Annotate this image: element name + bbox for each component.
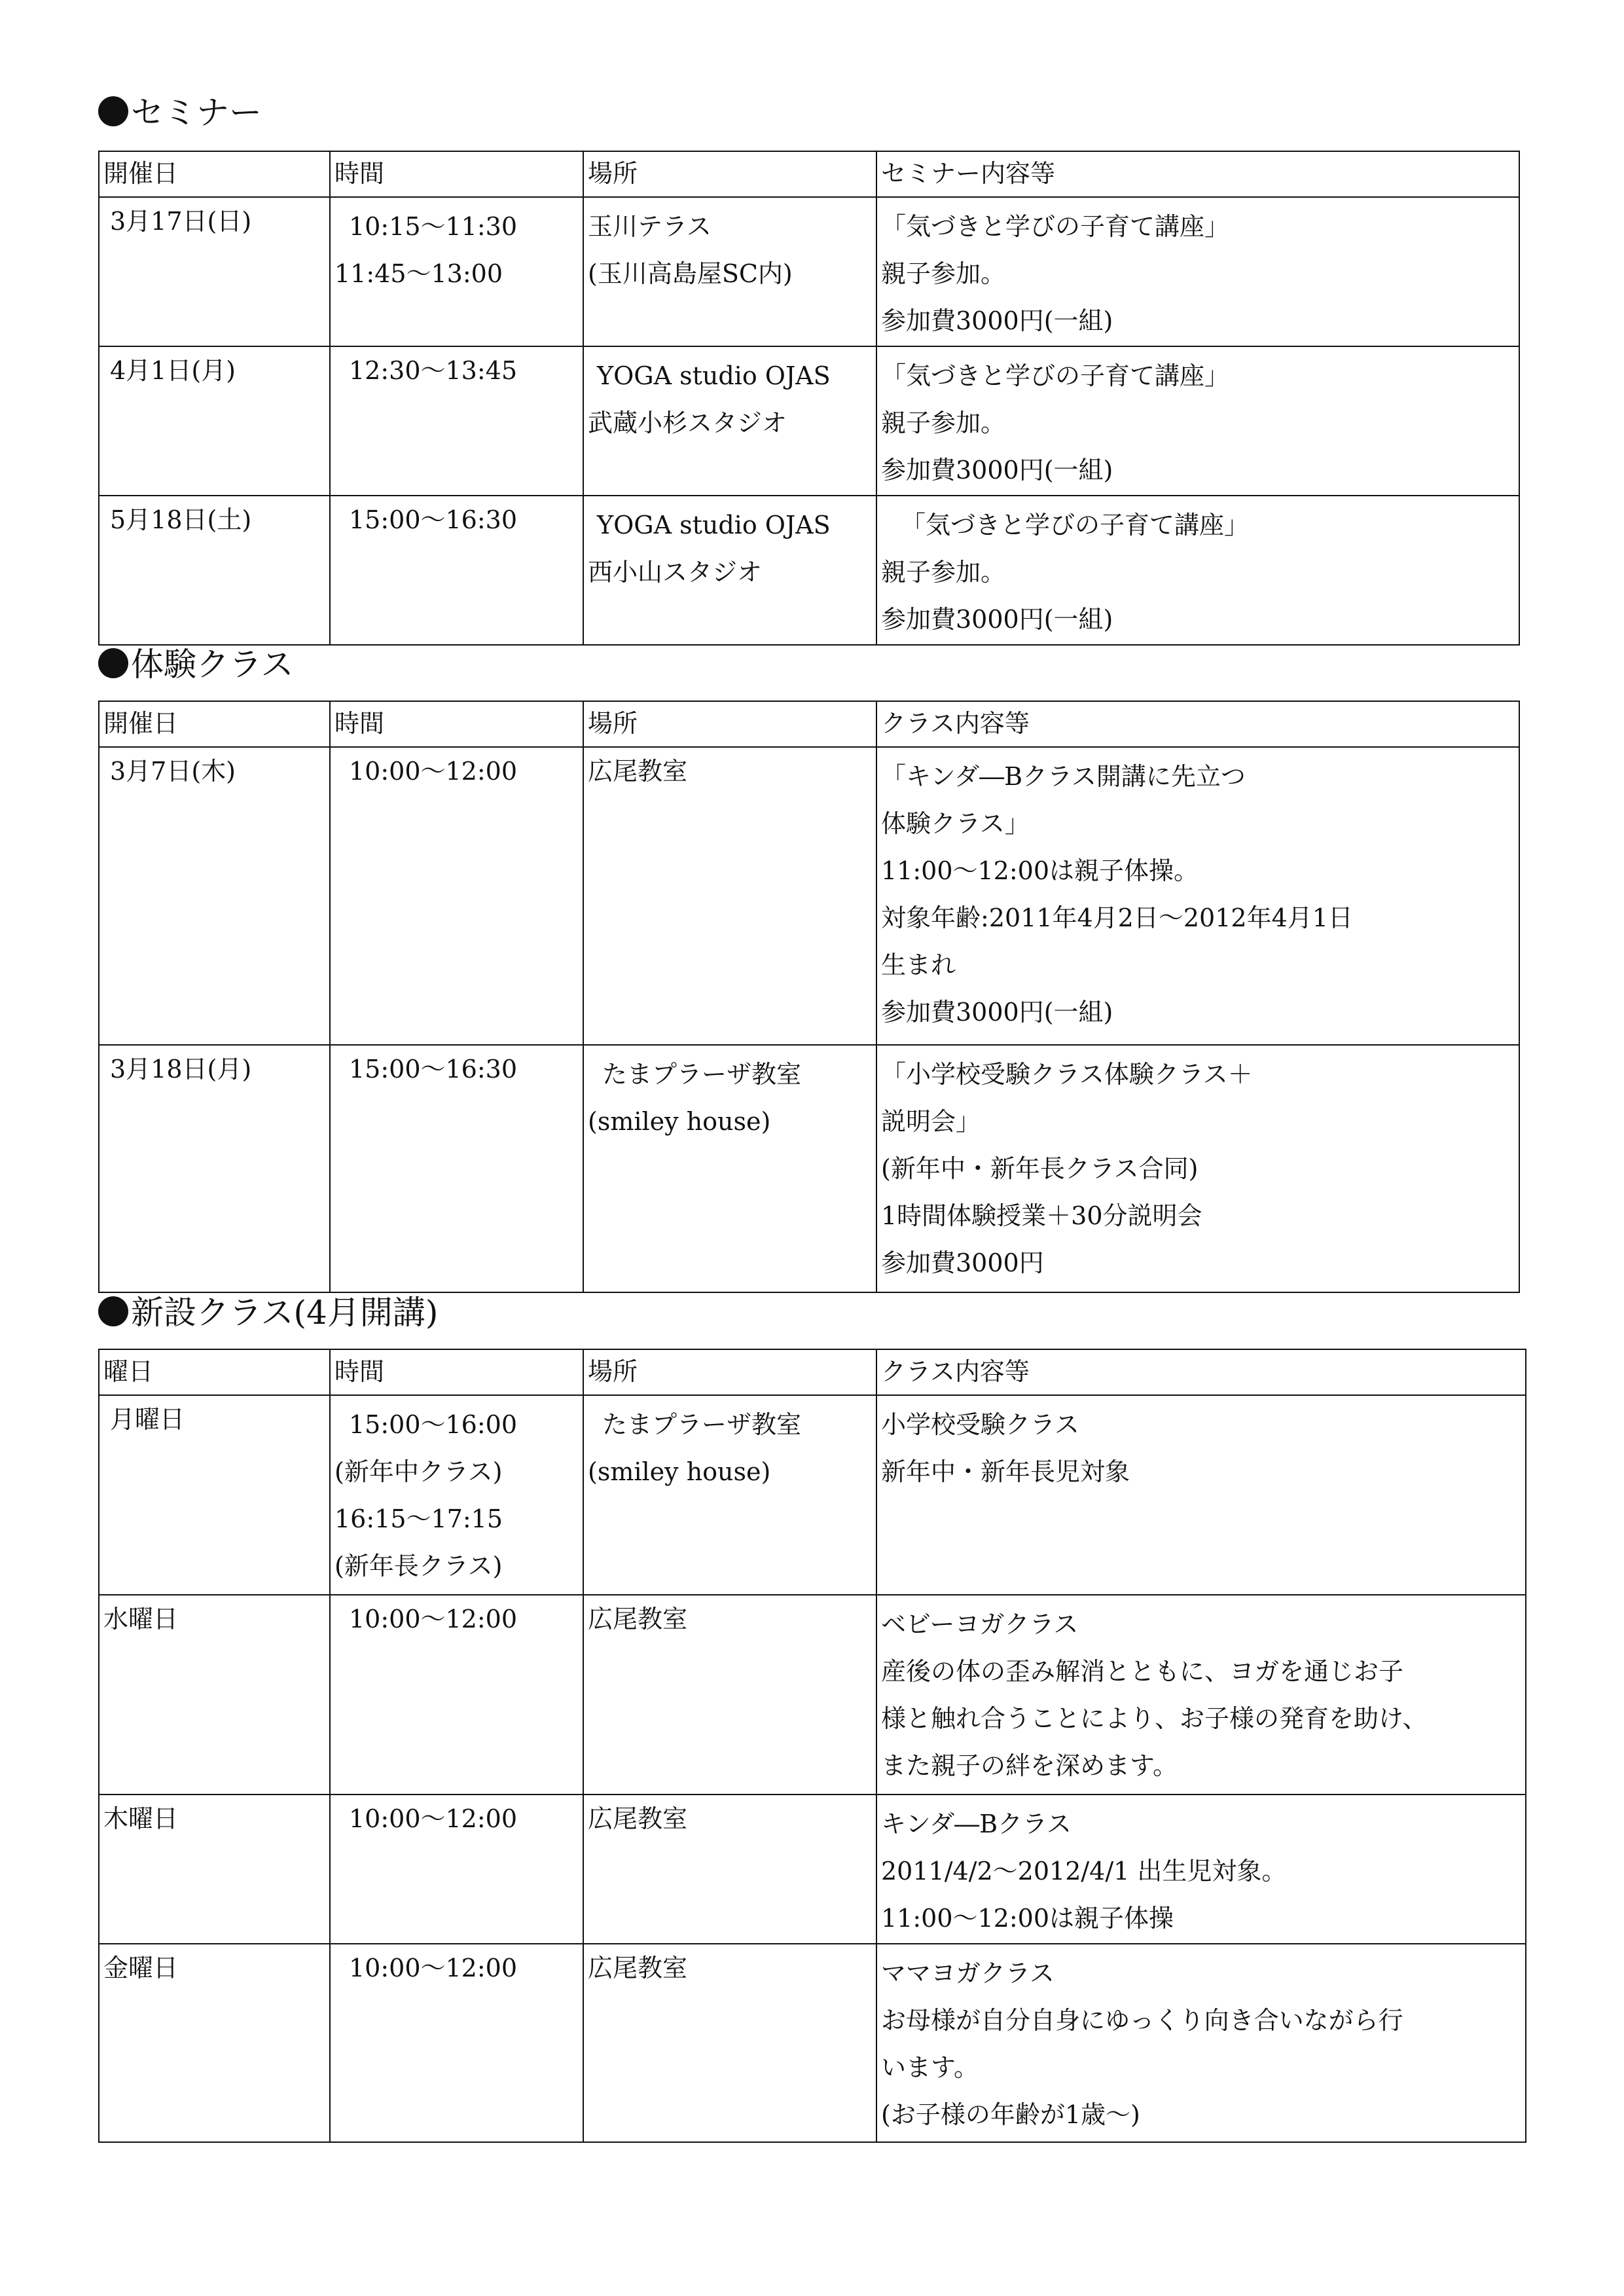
time-text: 10:00〜12:00 bbox=[349, 1804, 518, 1833]
time-text: 15:00〜16:30 bbox=[349, 1055, 518, 1084]
cell-day bbox=[99, 1595, 330, 1795]
day-text: 金曜日 bbox=[103, 1954, 179, 1982]
column-header-place: 場所 bbox=[583, 1349, 876, 1395]
place-text: 広尾教室 bbox=[588, 1605, 688, 1633]
content-text: (新年中・新年長クラス合同) bbox=[881, 1154, 1199, 1183]
cell-time bbox=[330, 1595, 583, 1795]
column-header-time: 時間 bbox=[330, 151, 583, 197]
cell-content bbox=[876, 1944, 1526, 2142]
table-row bbox=[99, 346, 1519, 496]
cell-time bbox=[330, 197, 583, 346]
time-text: 10:00〜12:00 bbox=[349, 1954, 518, 1982]
time-text: 15:00〜16:00 bbox=[349, 1410, 518, 1439]
content-text: 親子参加。 bbox=[881, 409, 1006, 437]
seminar-table bbox=[98, 151, 1520, 646]
cell-content bbox=[876, 346, 1519, 496]
content-text: お母様が自分自身にゆっくり向き合いながら行 bbox=[881, 2006, 1403, 2035]
content-text: 説明会」 bbox=[881, 1107, 981, 1136]
newclass-heading bbox=[98, 1293, 438, 1332]
table-row bbox=[99, 496, 1519, 645]
place-text: (smiley house) bbox=[588, 1107, 771, 1136]
table-header-row bbox=[99, 701, 1519, 747]
content-text: 「小学校受験クラス体験クラス＋ bbox=[881, 1060, 1253, 1089]
column-header-day: 曜日 bbox=[99, 1349, 330, 1395]
column-header-content: クラス内容等 bbox=[876, 701, 1519, 747]
cell-content bbox=[876, 1795, 1526, 1944]
column-header-content: クラス内容等 bbox=[876, 1349, 1526, 1395]
table-row bbox=[99, 1395, 1526, 1595]
content-text: 産後の体の歪み解消とともに、ヨガを通じお子 bbox=[881, 1657, 1404, 1686]
content-text: 「気づきと学びの子育て講座」 bbox=[901, 511, 1250, 539]
cell-time bbox=[330, 496, 583, 645]
place-text: 広尾教室 bbox=[588, 1954, 688, 1982]
column-header-place: 場所 bbox=[583, 701, 876, 747]
cell-date bbox=[99, 747, 330, 1045]
content-text: 参加費3000円(一組) bbox=[881, 456, 1113, 484]
content-text: 様と触れ合うことにより、お子様の発育を助け、 bbox=[881, 1704, 1428, 1733]
trial-table bbox=[98, 701, 1520, 1293]
cell-place bbox=[583, 496, 876, 645]
date-text: 3月17日(日) bbox=[110, 207, 252, 236]
place-text: 西小山スタジオ bbox=[588, 558, 763, 587]
cell-content bbox=[876, 747, 1519, 1045]
time-text: 10:15〜11:30 bbox=[349, 212, 518, 241]
place-text: 武蔵小杉スタジオ bbox=[588, 409, 787, 437]
column-header-date: 開催日 bbox=[99, 151, 330, 197]
newclass-table bbox=[98, 1349, 1526, 2143]
place-text: YOGA studio OJAS bbox=[597, 511, 831, 539]
content-text: 参加費3000円(一組) bbox=[881, 605, 1113, 634]
day-text: 水曜日 bbox=[103, 1605, 179, 1633]
newclass-heading-text: 新設クラス(4月開講) bbox=[131, 1294, 439, 1332]
time-text: 10:00〜12:00 bbox=[349, 757, 518, 786]
place-text: 広尾教室 bbox=[588, 757, 688, 786]
cell-content bbox=[876, 1595, 1526, 1795]
place-text: (玉川高島屋SC内) bbox=[588, 259, 793, 288]
cell-date bbox=[99, 496, 330, 645]
date-text: 3月18日(月) bbox=[110, 1055, 252, 1084]
trial-heading-text: 体験クラス bbox=[131, 646, 294, 683]
cell-content bbox=[876, 197, 1519, 346]
content-text: 参加費3000円(一組) bbox=[881, 998, 1113, 1027]
cell-place bbox=[583, 1595, 876, 1795]
cell-place bbox=[583, 1395, 876, 1595]
column-header-time: 時間 bbox=[330, 1349, 583, 1395]
time-text: (新年中クラス) bbox=[334, 1457, 503, 1486]
content-text: 参加費3000円(一組) bbox=[881, 306, 1113, 335]
cell-content bbox=[876, 496, 1519, 645]
table-row bbox=[99, 1595, 1526, 1795]
time-text: 15:00〜16:30 bbox=[349, 505, 518, 534]
column-header-content: セミナー内容等 bbox=[876, 151, 1519, 197]
column-header-place: 場所 bbox=[583, 151, 876, 197]
day-text: 木曜日 bbox=[103, 1804, 179, 1833]
time-text: 11:45〜13:00 bbox=[334, 259, 503, 288]
cell-time bbox=[330, 346, 583, 496]
table-row bbox=[99, 747, 1519, 1045]
content-text: 対象年齢:2011年4月2日〜2012年4月1日 bbox=[881, 903, 1353, 932]
seminar-heading bbox=[98, 93, 262, 132]
cell-day bbox=[99, 1395, 330, 1595]
time-text: 12:30〜13:45 bbox=[349, 356, 518, 385]
table-row bbox=[99, 197, 1519, 346]
content-text: 新年中・新年長児対象 bbox=[881, 1457, 1130, 1486]
place-text: 玉川テラス bbox=[588, 212, 712, 241]
cell-place bbox=[583, 1944, 876, 2142]
place-text: たまプラーザ教室 bbox=[602, 1410, 802, 1439]
content-text: 親子参加。 bbox=[881, 558, 1006, 587]
place-text: YOGA studio OJAS bbox=[597, 361, 831, 390]
cell-place bbox=[583, 346, 876, 496]
table-header-row bbox=[99, 1349, 1526, 1395]
place-text: たまプラーザ教室 bbox=[602, 1060, 802, 1089]
cell-day bbox=[99, 1795, 330, 1944]
date-text: 5月18日(土) bbox=[110, 505, 252, 534]
cell-time bbox=[330, 1944, 583, 2142]
content-text: 「キンダ―Bクラス開講に先立つ bbox=[881, 762, 1246, 791]
content-text: 生まれ bbox=[881, 951, 956, 979]
date-text: 4月1日(月) bbox=[110, 356, 236, 385]
table-header-row bbox=[99, 151, 1519, 197]
content-text: います。 bbox=[881, 2053, 979, 2082]
bullet-icon bbox=[98, 648, 128, 678]
cell-time bbox=[330, 747, 583, 1045]
day-text: 月曜日 bbox=[110, 1405, 185, 1434]
content-text: キンダ―Bクラス bbox=[881, 1810, 1072, 1838]
cell-date bbox=[99, 346, 330, 496]
cell-place bbox=[583, 747, 876, 1045]
column-header-time: 時間 bbox=[330, 701, 583, 747]
date-text: 3月7日(木) bbox=[110, 757, 236, 786]
cell-place bbox=[583, 197, 876, 346]
content-text: また親子の絆を深めます。 bbox=[881, 1751, 1178, 1780]
content-text: (お子様の年齢が1歳〜) bbox=[881, 2100, 1140, 2129]
content-text: 2011/4/2〜2012/4/1 出生児対象。 bbox=[881, 1857, 1287, 1886]
cell-date bbox=[99, 1045, 330, 1292]
cell-place bbox=[583, 1045, 876, 1292]
table-row bbox=[99, 1795, 1526, 1944]
cell-time bbox=[330, 1395, 583, 1595]
time-text: 16:15〜17:15 bbox=[334, 1504, 503, 1533]
cell-time bbox=[330, 1045, 583, 1292]
content-text: ママヨガクラス bbox=[881, 1959, 1055, 1988]
table-row bbox=[99, 1045, 1519, 1292]
content-text: 11:00〜12:00は親子体操。 bbox=[881, 856, 1199, 885]
cell-day bbox=[99, 1944, 330, 2142]
content-text: 参加費3000円 bbox=[881, 1248, 1044, 1277]
cell-date bbox=[99, 197, 330, 346]
cell-content bbox=[876, 1045, 1519, 1292]
content-text: 親子参加。 bbox=[881, 259, 1006, 288]
content-text: ベビーヨガクラス bbox=[881, 1610, 1079, 1639]
cell-place bbox=[583, 1795, 876, 1944]
cell-content bbox=[876, 1395, 1526, 1595]
content-text: 「気づきと学びの子育て講座」 bbox=[881, 361, 1230, 390]
place-text: 広尾教室 bbox=[588, 1804, 688, 1833]
column-header-date: 開催日 bbox=[99, 701, 330, 747]
time-text: (新年長クラス) bbox=[334, 1552, 503, 1580]
time-text: 10:00〜12:00 bbox=[349, 1605, 518, 1633]
content-text: 「気づきと学びの子育て講座」 bbox=[881, 212, 1230, 241]
bullet-icon bbox=[98, 96, 128, 126]
seminar-heading-text: セミナー bbox=[131, 94, 262, 132]
table-row bbox=[99, 1944, 1526, 2142]
bullet-icon bbox=[98, 1296, 128, 1326]
content-text: 11:00〜12:00は親子体操 bbox=[881, 1904, 1174, 1933]
trial-heading bbox=[98, 645, 294, 684]
cell-time bbox=[330, 1795, 583, 1944]
place-text: (smiley house) bbox=[588, 1457, 771, 1486]
content-text: 体験クラス」 bbox=[881, 809, 1030, 838]
content-text: 1時間体験授業＋30分説明会 bbox=[881, 1201, 1202, 1230]
content-text: 小学校受験クラス bbox=[881, 1410, 1079, 1439]
